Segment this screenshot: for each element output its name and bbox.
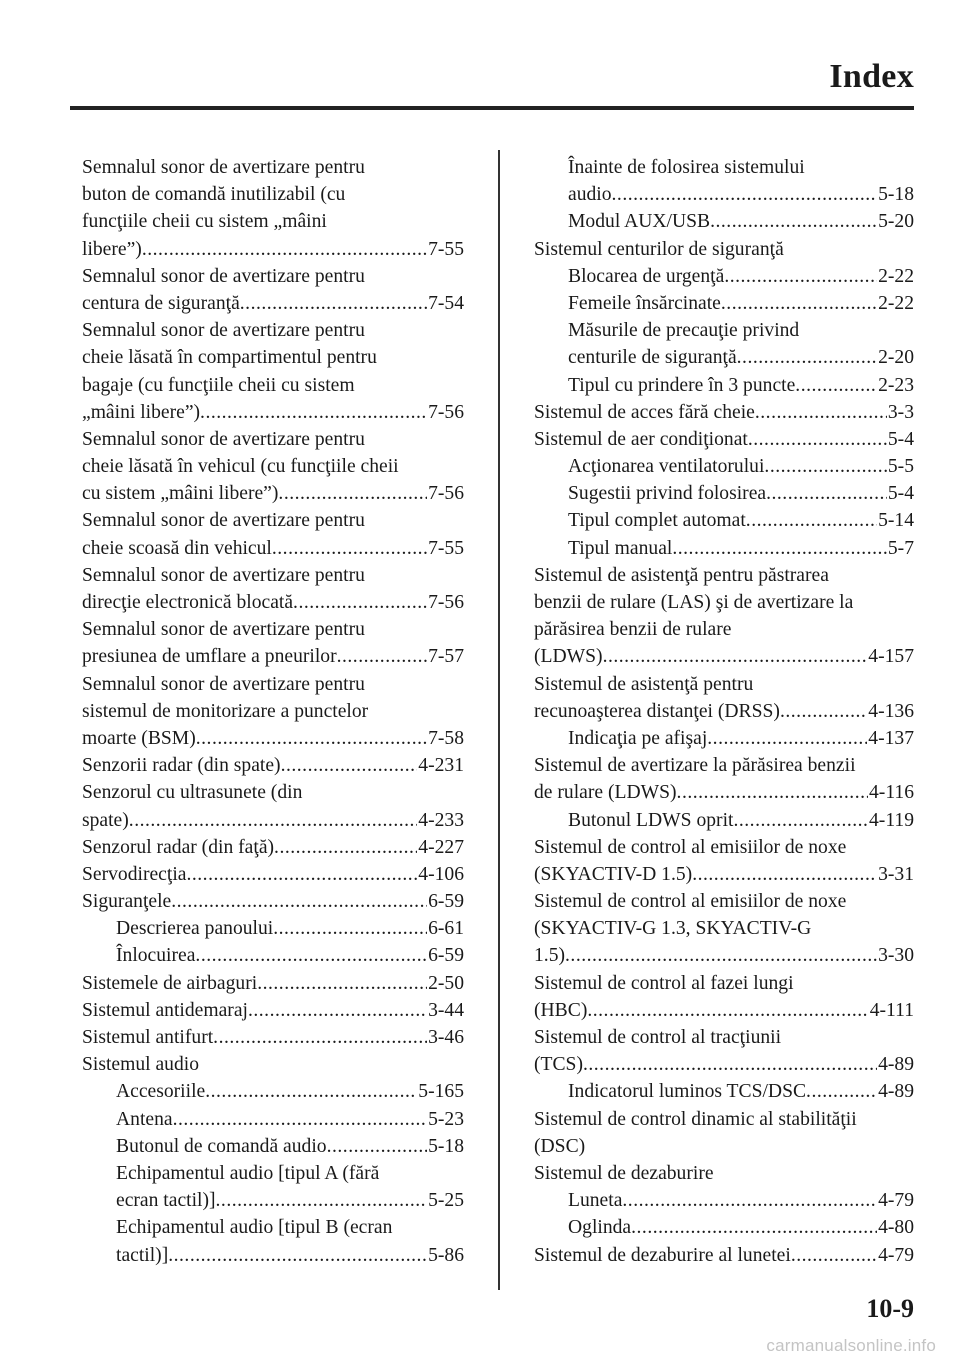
index-entry [82, 208, 464, 235]
index-entry-text: (TCS) [534, 1054, 583, 1076]
index-entry [82, 643, 464, 670]
index-subentry [82, 1214, 464, 1241]
index-page-ref: 4-137 [868, 727, 914, 749]
index-page-ref: 5-25 [428, 1190, 464, 1212]
leader-dots [755, 399, 887, 426]
index-page-ref: 5-23 [428, 1108, 464, 1130]
index-entry [534, 589, 914, 616]
index-entry-text: Sistemul de dezaburire [534, 1162, 714, 1184]
leader-dots [195, 942, 427, 969]
index-entry [82, 562, 464, 589]
leader-dots [791, 1242, 877, 1269]
leader-dots [278, 480, 427, 507]
index-entry [82, 888, 464, 915]
index-entry-text: „mâini libere”) [82, 401, 201, 423]
index-subentry [534, 181, 914, 208]
index-entry-text: cheie scoasă din vehicul [82, 537, 272, 559]
leader-dots [737, 344, 877, 371]
index-entry-text: (DSC) [534, 1135, 586, 1157]
page-title: Index [829, 58, 914, 95]
index-entry-text: Acţionarea ventilatorului [568, 456, 765, 478]
index-entry-text: Semnalul sonor de avertizare pentru [82, 157, 365, 178]
index-entry [534, 1133, 914, 1160]
index-entry-text: Sistemul audio [82, 1054, 200, 1076]
leader-dots [795, 372, 877, 399]
index-page-ref: 5-165 [418, 1081, 464, 1103]
index-entry-text: spate) [82, 809, 129, 831]
index-entry [534, 671, 914, 698]
leader-dots [248, 997, 427, 1024]
leader-dots [733, 807, 868, 834]
index-entry [82, 507, 464, 534]
index-entry-text: (HBC) [534, 999, 588, 1021]
index-entry [82, 970, 464, 997]
leader-dots [186, 861, 417, 888]
index-page-ref: 6-59 [428, 945, 464, 967]
index-entry-text: (SKYACTIV-D 1.5) [534, 863, 693, 885]
index-subentry [534, 1214, 914, 1241]
leader-dots [724, 263, 877, 290]
index-page-ref: 2-50 [428, 972, 464, 994]
index-entry-text: Sistemul de control al tracţiunii [534, 1027, 782, 1048]
index-subentry [534, 1078, 914, 1105]
index-entry-text: bagaje (cu funcţiile cheii cu sistem [82, 374, 355, 396]
index-entry-text: tactil)] [116, 1244, 169, 1266]
index-entry [82, 834, 464, 861]
index-subentry [534, 208, 914, 235]
leader-dots [746, 507, 877, 534]
index-entry-text: Oglinda [568, 1217, 632, 1239]
index-entry-text: Indicatorul luminos TCS/DSC [568, 1081, 807, 1103]
index-subentry [534, 1187, 914, 1214]
index-entry-text: audio [568, 184, 612, 206]
index-entry [82, 779, 464, 806]
index-page-ref: 4-111 [869, 999, 914, 1021]
index-entry [82, 807, 464, 834]
index-entry-text: Senzorul cu ultrasunete (din [82, 782, 303, 804]
index-entry-text: Semnalul sonor de avertizare pentru [82, 510, 365, 532]
index-entry-text: Echipamentul audio [tipul A (fără [116, 1162, 380, 1184]
index-entry-text: presiunea de umflare a pneurilor [82, 646, 337, 668]
index-entry [534, 1160, 914, 1187]
index-entry-text: Femeile însărcinate [568, 292, 721, 314]
index-page-ref: 4-116 [869, 782, 914, 804]
index-entry-text: (SKYACTIV-G 1.3, SKYACTIV-G [534, 918, 812, 940]
index-entry [534, 1106, 914, 1133]
index-page-ref: 3-31 [878, 863, 914, 885]
index-entry [82, 725, 464, 752]
index-page-ref: 4-119 [869, 809, 914, 831]
index-entry-text: Sistemul de dezaburire al lunetei [534, 1244, 791, 1266]
index-page-ref: 7-56 [428, 401, 464, 423]
index-page-ref: 5-20 [878, 211, 914, 233]
index-entry-text: centura de siguranţă [82, 292, 240, 314]
index-page-ref: 3-44 [428, 999, 464, 1021]
index-entry-text: Sistemul centurilor de siguranţă [534, 238, 784, 260]
index-entry-text: Tipul manual [568, 537, 673, 559]
index-entry-text: Sistemul antifurt [82, 1027, 214, 1048]
index-entry [534, 1051, 914, 1078]
index-entry [82, 181, 464, 208]
index-subentry [82, 942, 464, 969]
index-entry-text: Butonul de comandă audio [116, 1135, 327, 1157]
leader-dots [692, 861, 877, 888]
leader-dots [281, 752, 418, 779]
index-entry [534, 1024, 914, 1051]
index-page-ref: 6-59 [428, 891, 464, 913]
index-subentry [534, 290, 914, 317]
index-entry-text: Descrierea panoului [116, 918, 274, 940]
index-subentry [534, 154, 914, 181]
index-page-ref: 4-80 [878, 1217, 914, 1239]
index-subentry [534, 344, 914, 371]
index-entry [534, 698, 914, 725]
index-page-ref: 7-57 [428, 646, 464, 668]
index-subentry [82, 1242, 464, 1269]
index-page-ref: 4-136 [868, 700, 914, 722]
index-subentry [534, 372, 914, 399]
index-entry [534, 752, 914, 779]
index-page-ref: 6-61 [428, 918, 464, 940]
index-entry-text: Semnalul sonor de avertizare pentru [82, 320, 365, 342]
index-entry-text: cu sistem „mâini libere”) [82, 483, 279, 505]
index-entry-text: libere”) [82, 238, 142, 260]
index-subentry [534, 507, 914, 534]
leader-dots [168, 1242, 427, 1269]
index-entry [82, 752, 464, 779]
index-page-ref: 5-7 [887, 537, 914, 559]
index-page-ref: 2-23 [878, 374, 914, 396]
index-subentry [82, 1133, 464, 1160]
leader-dots [748, 426, 887, 453]
index-entry [534, 399, 914, 426]
index-page-ref: 4-227 [418, 836, 464, 858]
index-entry-text: Înlocuirea [116, 945, 196, 967]
leader-dots [603, 643, 868, 670]
index-entry-text: Sistemul de avertizare la părăsirea benzii [534, 755, 856, 777]
index-entry-text: Semnalul sonor de avertizare pentru [82, 265, 365, 287]
index-entry-text: recunoaşterea distanţei (DRSS) [534, 700, 780, 722]
index-entry [82, 263, 464, 290]
index-page-ref: 3-3 [887, 401, 914, 423]
index-entry-text: centurile de siguranţă [568, 347, 737, 369]
index-entry [534, 779, 914, 806]
index-entry [82, 1024, 464, 1051]
index-entry [82, 535, 464, 562]
index-entry [82, 372, 464, 399]
index-entry [534, 643, 914, 670]
leader-dots [721, 290, 877, 317]
leader-dots [565, 942, 877, 969]
index-page-ref: 5-14 [878, 510, 914, 532]
page-number: 10-9 [866, 1294, 914, 1323]
leader-dots [142, 236, 427, 263]
index-entry-text: (LDWS) [534, 646, 603, 668]
index-entry-text: părăsirea benzii de rulare [534, 619, 732, 641]
index-entry [534, 616, 914, 643]
leader-dots [205, 1078, 417, 1105]
leader-dots [216, 1187, 428, 1214]
index-page-ref: 7-58 [428, 727, 464, 749]
index-entry-text: Butonul LDWS oprit [568, 809, 734, 831]
leader-dots [257, 970, 427, 997]
index-page-ref: 5-86 [428, 1244, 464, 1266]
index-page-ref: 7-55 [428, 238, 464, 260]
index-entry-text: Semnalul sonor de avertizare pentru [82, 564, 365, 586]
index-entry-text: Sistemul de aer condiţionat [534, 428, 748, 450]
index-entry [534, 426, 914, 453]
index-page-ref: 2-22 [878, 265, 914, 287]
index-entry [534, 1242, 914, 1269]
index-page-ref: 4-89 [878, 1081, 914, 1103]
index-entry-text: ecran tactil)] [116, 1190, 216, 1212]
index-entry-text: Modul AUX/USB [568, 211, 711, 233]
index-entry-text: Semnalul sonor de avertizare pentru [82, 673, 365, 695]
index-subentry [82, 1106, 464, 1133]
index-entry-text: Sistemul de control dinamic al stabilităţii [534, 1108, 857, 1130]
index-entry-text: moarte (BSM) [82, 727, 196, 749]
index-entry-text: Indicaţia pe afişaj [568, 727, 708, 749]
index-entry-text: buton de comandă inutilizabil (cu [82, 184, 346, 206]
index-entry-text: Siguranţele [82, 891, 172, 913]
index-subentry [534, 535, 914, 562]
leader-dots [337, 643, 427, 670]
index-entry [534, 942, 914, 969]
watermark: carmanualsonline.info [766, 1336, 936, 1355]
index-entry-text: funcţiile cheii cu sistem „mâini [82, 211, 327, 233]
index-page-ref: 4-89 [878, 1054, 914, 1076]
index-entry-text: Sistemul antidemaraj [82, 999, 248, 1021]
index-page-ref: 7-56 [428, 592, 464, 613]
leader-dots [274, 834, 417, 861]
index-entry [82, 399, 464, 426]
index-entry-text: 1.5) [534, 945, 566, 967]
index-entry [82, 344, 464, 371]
leader-dots [780, 698, 867, 725]
index-subentry [534, 453, 914, 480]
index-entry-text: Senzorii radar (din spate) [82, 755, 281, 777]
index-page-ref: 7-55 [428, 537, 464, 559]
index-entry-text: cheie lăsată în vehicul (cu funcţiile cheii [82, 456, 399, 478]
index-entry [534, 915, 914, 942]
index-entry-text: Tipul cu prindere în 3 puncte [568, 374, 796, 396]
index-page-ref: 5-18 [878, 184, 914, 206]
index-entry [82, 453, 464, 480]
index-entry [534, 236, 914, 263]
index-entry-text: Sistemele de airbaguri [82, 972, 258, 994]
index-entry [82, 236, 464, 263]
leader-dots [240, 290, 427, 317]
index-subentry [82, 1160, 464, 1187]
index-entry [82, 861, 464, 888]
index-page-ref: 4-157 [868, 646, 914, 668]
index-page-ref: 3-46 [428, 1027, 464, 1048]
index-entry-text: direcţie electronică blocată [82, 592, 294, 613]
index-entry-text: Blocarea de urgenţă [568, 265, 725, 287]
index-entry [534, 970, 914, 997]
leader-dots [612, 181, 878, 208]
index-entry-text: de rulare (LDWS) [534, 782, 677, 804]
leader-dots [631, 1214, 877, 1241]
index-entry [82, 154, 464, 181]
index-entry [82, 290, 464, 317]
index-subentry [534, 725, 914, 752]
index-entry-text: Sistemul de asistenţă pentru [534, 673, 754, 695]
index-entry-text: Sistemul de control al emisiilor de noxe [534, 836, 847, 858]
index-entry [534, 997, 914, 1024]
index-entry [82, 317, 464, 344]
leader-dots [200, 399, 427, 426]
index-entry-text: Servodirecţia [82, 863, 187, 885]
index-page-ref: 4-233 [418, 809, 464, 831]
column-divider [498, 150, 500, 1290]
leader-dots [129, 807, 417, 834]
leader-dots [272, 535, 427, 562]
index-entry-text: Accesoriile [116, 1081, 206, 1103]
index-entry [82, 426, 464, 453]
index-subentry [534, 317, 914, 344]
index-entry-text: Senzorul radar (din faţă) [82, 836, 275, 858]
index-subentry [534, 807, 914, 834]
index-entry-text: Antena [116, 1108, 173, 1130]
index-entry [82, 616, 464, 643]
index-entry-text: Sistemul de control al emisiilor de noxe [534, 891, 847, 913]
leader-dots [672, 535, 887, 562]
leader-dots [583, 1051, 877, 1078]
index-page-ref: 5-4 [887, 428, 914, 450]
index-entry-text: Măsurile de precauţie privind [568, 320, 800, 342]
index-page-ref: 4-106 [418, 863, 464, 885]
index-entry [534, 834, 914, 861]
leader-dots [766, 480, 887, 507]
header-divider [70, 106, 914, 110]
index-entry [82, 1051, 464, 1078]
leader-dots [587, 997, 868, 1024]
index-entry [534, 562, 914, 589]
index-entry [82, 997, 464, 1024]
index-entry [82, 589, 464, 616]
index-entry-text: Sugestii privind folosirea [568, 483, 767, 505]
index-entry [82, 671, 464, 698]
index-page-ref: 5-4 [887, 483, 914, 505]
index-page-ref: 5-18 [428, 1135, 464, 1157]
leader-dots [806, 1078, 877, 1105]
leader-dots [764, 453, 886, 480]
index-entry-text: Semnalul sonor de avertizare pentru [82, 428, 365, 450]
leader-dots [213, 1024, 427, 1051]
index-entry-text: Echipamentul audio [tipul B (ecran [116, 1217, 393, 1239]
leader-dots [707, 725, 867, 752]
index-entry-text: Sistemul de acces fără cheie [534, 401, 755, 423]
index-page-ref: 4-79 [878, 1190, 914, 1212]
index-page-ref: 2-20 [878, 347, 914, 369]
index-entry-text: Sistemul de control al fazei lungi [534, 972, 794, 994]
leader-dots [293, 589, 427, 616]
index-column-right [534, 154, 914, 1269]
index-entry [534, 888, 914, 915]
index-entry-text: Tipul complet automat [568, 510, 746, 532]
index-subentry [82, 1187, 464, 1214]
leader-dots [171, 888, 427, 915]
index-page-ref: 7-56 [428, 483, 464, 505]
index-page-ref: 4-231 [418, 755, 464, 777]
index-subentry [82, 915, 464, 942]
index-entry-text: Înainte de folosirea sistemului [568, 157, 805, 178]
index-entry [82, 480, 464, 507]
leader-dots [327, 1133, 427, 1160]
index-page-ref: 2-22 [878, 292, 914, 314]
leader-dots [173, 1106, 427, 1133]
index-entry-text: Semnalul sonor de avertizare pentru [82, 619, 365, 641]
index-column-left [82, 154, 464, 1269]
index-entry [534, 861, 914, 888]
index-subentry [534, 480, 914, 507]
index-page-ref: 3-30 [878, 945, 914, 967]
index-entry-text: cheie lăsată în compartimentul pentru [82, 347, 377, 369]
leader-dots [710, 208, 877, 235]
leader-dots [622, 1187, 877, 1214]
index-entry-text: benzii de rulare (LAS) şi de avertizare la [534, 592, 854, 613]
leader-dots [677, 779, 868, 806]
leader-dots [273, 915, 427, 942]
index-entry-text: sistemul de monitorizare a punctelor [82, 700, 369, 722]
index-subentry [534, 263, 914, 290]
index-subentry [82, 1078, 464, 1105]
index-page-ref: 5-5 [887, 456, 914, 478]
index-entry-text: Luneta [568, 1190, 623, 1212]
index-page-ref: 4-79 [878, 1244, 914, 1266]
index-entry-text: Sistemul de asistenţă pentru păstrarea [534, 564, 829, 586]
index-page-ref: 7-54 [428, 292, 464, 314]
index-entry [82, 698, 464, 725]
leader-dots [196, 725, 427, 752]
